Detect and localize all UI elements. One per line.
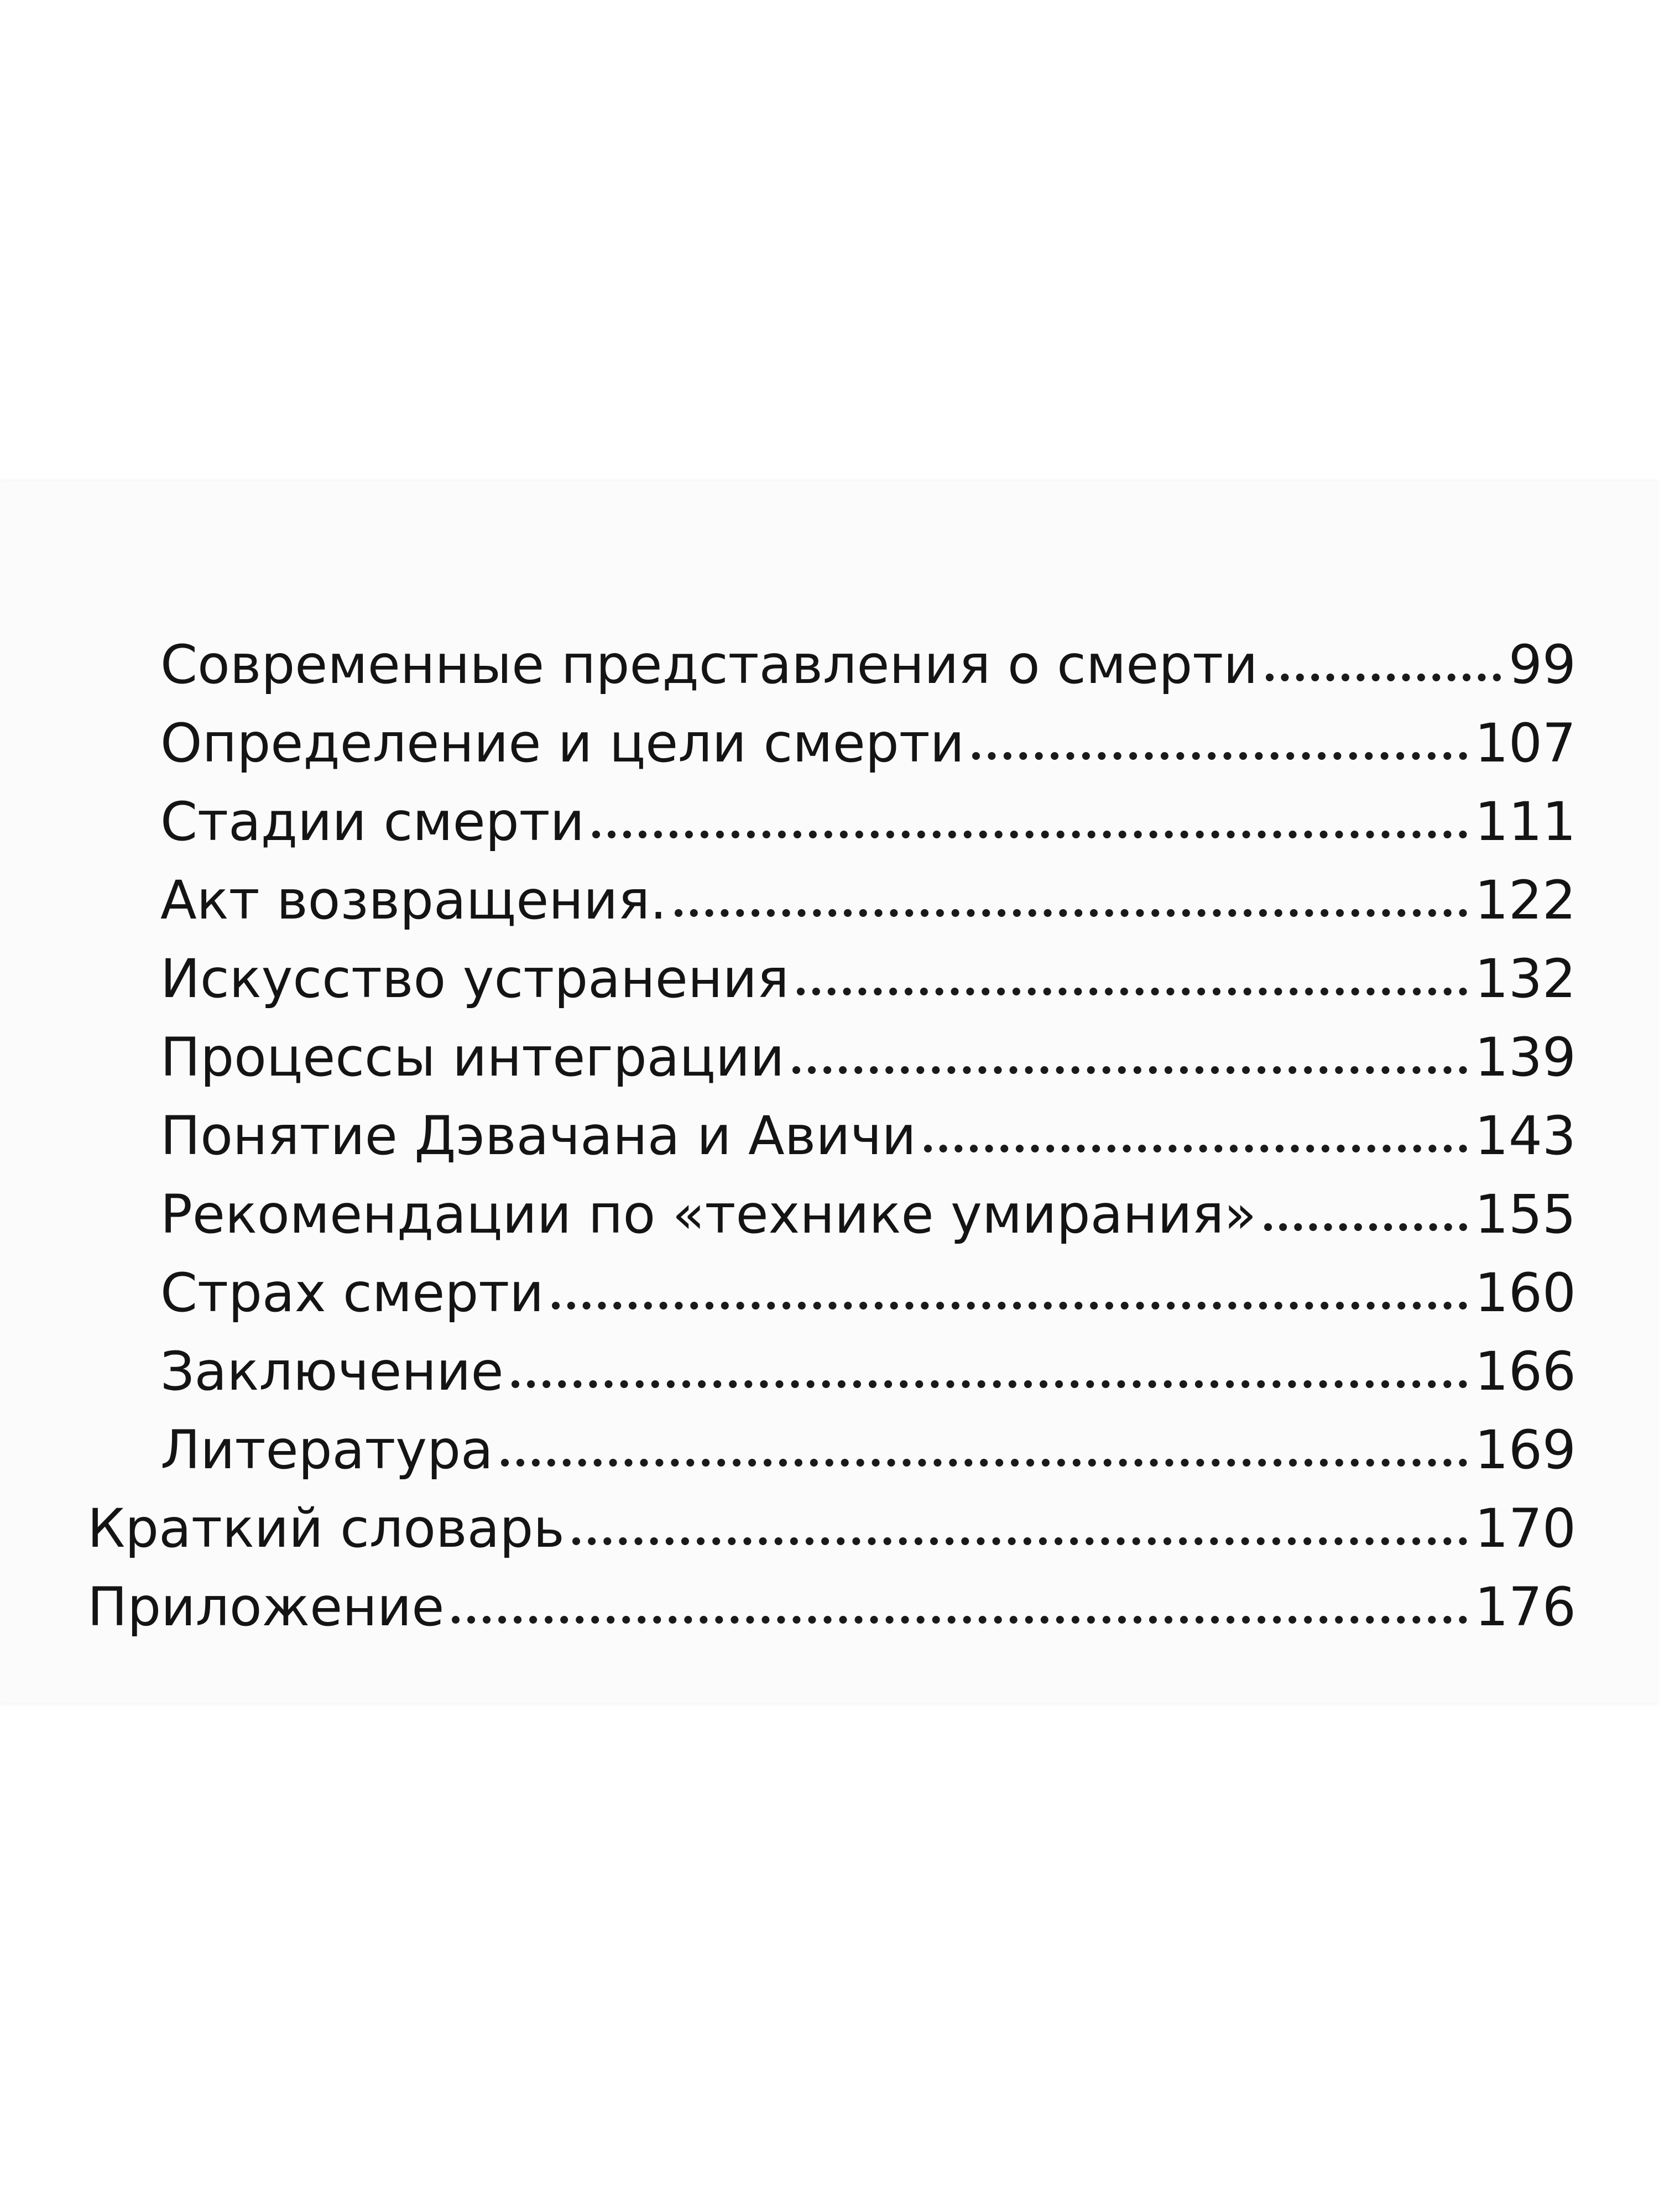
toc-entry	[160, 1248, 1576, 1325]
toc-entry-title: Определение и цели смерти	[160, 712, 965, 774]
toc-entry	[160, 776, 1576, 854]
dot-leader	[552, 1302, 1467, 1310]
toc-entry-page: 107	[1474, 712, 1576, 774]
toc-entry-title: Современные представления о смерти	[160, 633, 1258, 696]
dot-leader	[572, 1537, 1467, 1545]
dot-leader	[972, 752, 1467, 760]
toc-entry	[160, 1169, 1576, 1246]
toc-entry-title: Заключение	[160, 1340, 504, 1402]
toc-entry-title: Краткий словарь	[87, 1497, 565, 1559]
toc-entry	[160, 698, 1576, 775]
toc-entry-page: 170	[1474, 1497, 1576, 1559]
dot-leader	[452, 1616, 1467, 1624]
toc-entry-title: Рекомендации по «технике умирания»	[160, 1183, 1257, 1245]
dot-leader	[797, 988, 1467, 995]
toc-entry	[160, 855, 1576, 932]
toc-entry-page: 155	[1474, 1183, 1576, 1245]
dot-leader	[592, 831, 1467, 838]
dot-leader	[1266, 674, 1501, 681]
toc-entry	[87, 1562, 1576, 1639]
toc-entry-page: 99	[1508, 633, 1576, 696]
dot-leader	[501, 1459, 1467, 1467]
dot-leader	[512, 1380, 1467, 1388]
dot-leader	[1264, 1223, 1467, 1231]
toc-entry	[160, 933, 1576, 1011]
toc-entry-title: Понятие Дэвачана и Авичи	[160, 1104, 916, 1167]
toc-entry-page: 166	[1474, 1340, 1576, 1402]
toc-entry-title: Искусство устранения	[160, 947, 789, 1010]
toc-entry	[160, 619, 1576, 697]
toc-entry	[160, 1012, 1576, 1089]
toc-entry-page: 176	[1474, 1575, 1576, 1638]
toc-entry-title: Процессы интеграции	[160, 1026, 785, 1088]
toc-entry	[160, 1326, 1576, 1404]
dot-leader	[675, 909, 1467, 917]
toc-entry	[160, 1405, 1576, 1482]
toc-entry-page: 139	[1474, 1026, 1576, 1088]
toc-entry-page: 122	[1474, 869, 1576, 931]
toc-entry-title: Страх смерти	[160, 1261, 544, 1324]
toc-entry-title: Литература	[160, 1418, 493, 1481]
toc-entry-page: 143	[1474, 1104, 1576, 1167]
toc-entry-title: Приложение	[87, 1575, 445, 1638]
toc-entry	[160, 1091, 1576, 1168]
dot-leader	[792, 1066, 1467, 1074]
toc-entry-title: Акт возвращения.	[160, 869, 667, 931]
dot-leader	[924, 1145, 1467, 1152]
toc-entry-page: 132	[1474, 947, 1576, 1010]
toc-entry-page: 160	[1474, 1261, 1576, 1324]
toc-entry-title: Стадии смерти	[160, 790, 585, 853]
toc-entry-page: 111	[1474, 790, 1576, 853]
toc-entry-page: 169	[1474, 1418, 1576, 1481]
toc-entry	[87, 1483, 1576, 1561]
